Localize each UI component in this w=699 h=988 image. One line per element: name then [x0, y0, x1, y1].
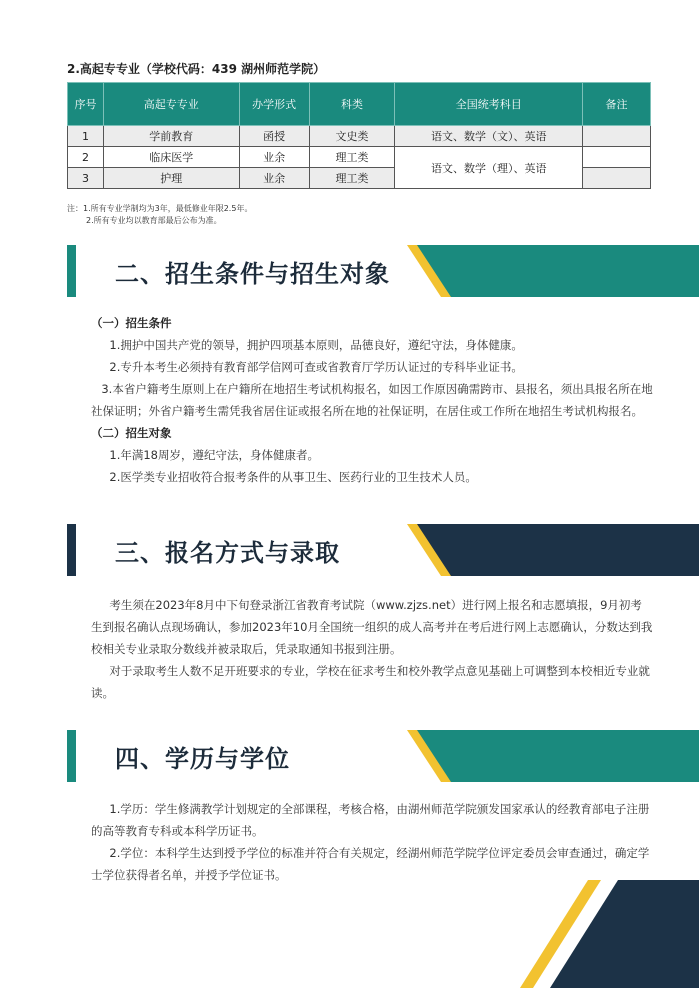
note-1: 注：1.所有专业学制均为3年，最低修业年限2.5年。 — [67, 204, 253, 213]
col-header-category: 科类 — [309, 83, 395, 126]
col-header-subjects: 全国统考科目 — [395, 83, 583, 126]
section-2-body — [91, 312, 653, 488]
col-header-no: 序号 — [68, 83, 104, 126]
registration-paragraph: 考生须在2023年8月中下旬登录浙江省教育考试院（www.zjzs.net）进行网上报名和志愿填报，9月初考生到报名确认点现场确认，参加2023年10月全国统一组织的成人高考并在考后进行网上志愿确认，分数达到我校相关专业录取分数线并被录取后，凭录取通知书报到注册。 — [91, 598, 653, 656]
cell-no: 3 — [68, 168, 104, 189]
cell-major: 临床医学 — [103, 147, 239, 168]
cell-form: 业余 — [239, 168, 309, 189]
table-row — [68, 126, 651, 147]
cell-remark — [583, 147, 651, 168]
cell-category: 文史类 — [309, 126, 395, 147]
section-2-title: 二、招生条件与招生对象 — [115, 260, 390, 288]
condition-item: 2.专升本考生必须持有教育部学信网可查或省教育厅学历认证过的专科毕业证书。 — [109, 360, 523, 374]
section-2-header — [67, 245, 699, 297]
cell-form: 函授 — [239, 126, 309, 147]
diploma-paragraph: 1.学历：学生修满教学计划规定的全部课程，考核合格，由湖州师范学院颁发国家承认的经教育部电子注册的高等教育专科或本科学历证书。 — [91, 802, 650, 838]
section-3-title: 三、报名方式与录取 — [115, 539, 340, 567]
table-row — [68, 147, 651, 168]
admission-paragraph: 对于录取考生人数不足开班要求的专业，学校在征求考生和校外教学点意见基础上可调整到本校相近专业就读。 — [91, 664, 650, 700]
table-header-row — [68, 83, 651, 126]
cell-form: 业余 — [239, 147, 309, 168]
cell-subjects: 语文、数学（理）、英语 — [395, 147, 583, 189]
table-notes — [67, 203, 252, 227]
subheading-targets: （二）招生对象 — [91, 426, 172, 440]
condition-item: 3.本省户籍考生原则上在户籍所在地招生考试机构报名，如因工作原因确需跨市、县报名，须出具报名所在地社保证明；外省户籍考生需凭我省居住证或报名所在地的社保证明，在居住或工作所在地招生考试机构报名。 — [91, 382, 653, 418]
section-4-header — [67, 730, 699, 782]
cell-no: 1 — [68, 126, 104, 147]
subheading-conditions: （一）招生条件 — [91, 316, 172, 330]
section-3-header — [67, 524, 699, 576]
col-header-remark: 备注 — [583, 83, 651, 126]
cell-subjects: 语文、数学（文）、英语 — [395, 126, 583, 147]
cell-category: 理工类 — [309, 147, 395, 168]
cell-no: 2 — [68, 147, 104, 168]
col-header-form: 办学形式 — [239, 83, 309, 126]
cell-category: 理工类 — [309, 168, 395, 189]
condition-item: 1.拥护中国共产党的领导，拥护四项基本原则，品德良好，遵纪守法，身体健康。 — [109, 338, 523, 352]
section-4-title: 四、学历与学位 — [115, 745, 290, 773]
note-2: 2.所有专业均以教育部最后公布为准。 — [86, 216, 222, 225]
target-item: 1.年满18周岁，遵纪守法，身体健康者。 — [109, 448, 319, 462]
cell-remark — [583, 168, 651, 189]
col-header-major: 高起专专业 — [103, 83, 239, 126]
cell-remark — [583, 126, 651, 147]
major-table — [67, 82, 651, 189]
degree-paragraph: 2.学位：本科学生达到授予学位的标准并符合有关规定，经湖州师范学院学位评定委员会审查通过，确定学士学位获得者名单，并授予学位证书。 — [91, 846, 650, 882]
section-3-body — [91, 594, 653, 704]
corner-decoration — [470, 880, 699, 988]
target-item: 2.医学类专业招收符合报考条件的从事卫生、医药行业的卫生技术人员。 — [109, 470, 477, 484]
section-4-body — [91, 798, 653, 886]
cell-major: 护理 — [103, 168, 239, 189]
table-title: 2.高起专专业（学校代码：439 湖州师范学院） — [67, 62, 326, 76]
cell-major: 学前教育 — [103, 126, 239, 147]
